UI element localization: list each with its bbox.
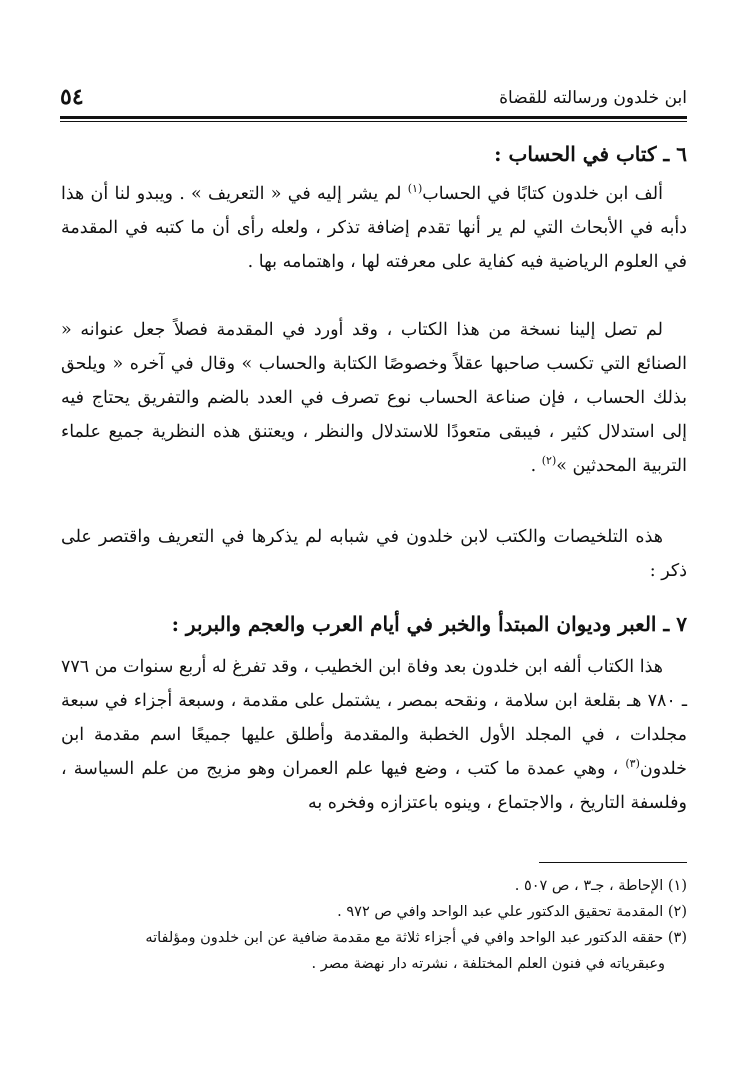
paragraph-text: ، وهي عمدة ما كتب ، وضع فيها علم العمران وهو مزيج من علم السياسة ، وفلسفة التاريخ ، والاجتماع ، وينوه باعتزازه وفخره به xyxy=(61,759,687,813)
footnote-2: (٢) المقدمة تحقيق الدكتور علي عبد الواحد وافي ص ٩٧٢ . xyxy=(337,904,687,920)
header-rule-thin xyxy=(60,121,687,122)
footnote-ref-3: (٣) xyxy=(625,757,640,771)
footnote-3-continuation: وعبقرياته في فنون العلم المختلفة ، نشرته دار نهضة مصر . xyxy=(311,956,665,972)
page-number: ٥٤ xyxy=(60,84,84,110)
paragraph-text: لم يشر إليه في « التعريف » . ويبدو لنا أن هذا دأبه في الأبحاث التي لم ير أنها تقدم إضافة تذكر ، ولعله رأى أن ما كتبه في المقدمة في العلوم الرياضية فيه كفاية على معرفته لها ، واهتمامه بها . xyxy=(61,184,687,272)
footnote-3: (٣) حققه الدكتور عبد الواحد وافي في أجزاء ثلاثة مع مقدمة ضافية عن ابن خلدون ومؤلفاته xyxy=(145,930,687,946)
footnote-separator xyxy=(539,862,687,863)
footnotes xyxy=(61,873,687,977)
section-7-paragraph xyxy=(61,650,687,820)
paragraph-text: لم تصل إلينا نسخة من هذا الكتاب ، وقد أورد في المقدمة فصلاً جعل عنوانه « الصنائع التي تكسب صاحبها عقلاً وخصوصًا الكتابة والحساب » وقال في آخره « ويلحق بذلك الحساب ، فإن صناعة الحساب نوع تصرف في العدد بالضم والتفريق يحتاج فيه إلى استدلال كثير ، فيبقى متعودًا للاستدلال والنظر ، ويعتنق هذه النظرية جميع علماء التربية المحدثين » xyxy=(61,320,687,476)
paragraph-text: هذه التلخيصات والكتب لابن خلدون في شبابه لم يذكرها في التعريف واقتصر على ذكر : xyxy=(61,527,687,581)
paragraph-text: ألف ابن خلدون كتابًا في الحساب xyxy=(422,184,663,204)
footnote-ref-1: (١) xyxy=(407,182,423,196)
running-title: ابن خلدون ورسالته للقضاة xyxy=(499,88,687,108)
section-6-paragraph-2 xyxy=(61,313,687,483)
running-header xyxy=(60,84,687,114)
footnote-1: (١) الإحاطة ، جـ٣ ، ص ٥٠٧ . xyxy=(514,878,687,894)
section-6-paragraph-3 xyxy=(61,520,687,588)
section-7-heading: ٧ ـ العبر وديوان المبتدأ والخبر في أيام العرب والعجم والبربر : xyxy=(171,612,687,636)
footnote-ref-2: (٢) xyxy=(541,454,557,468)
section-6-heading: ٦ ـ كتاب في الحساب : xyxy=(494,142,687,166)
header-rule-thick xyxy=(60,116,687,119)
paragraph-text: . xyxy=(530,456,542,476)
paragraph-text: هذا الكتاب ألفه ابن خلدون بعد وفاة ابن الخطيب ، وقد تفرغ له أربع سنوات من ٧٧٦ ـ ٧٨٠ هـ بقلعة ابن سلامة ، ونقحه بمصر ، يشتمل على مقدمة ، وسبعة أجزاء في سبعة مجلدات ، في المجلد الأول الخطبة والمقدمة وأطلق عليها جميعًا اسم مقدمة ابن خلدون xyxy=(61,657,687,779)
section-6-paragraph-1 xyxy=(61,177,687,279)
